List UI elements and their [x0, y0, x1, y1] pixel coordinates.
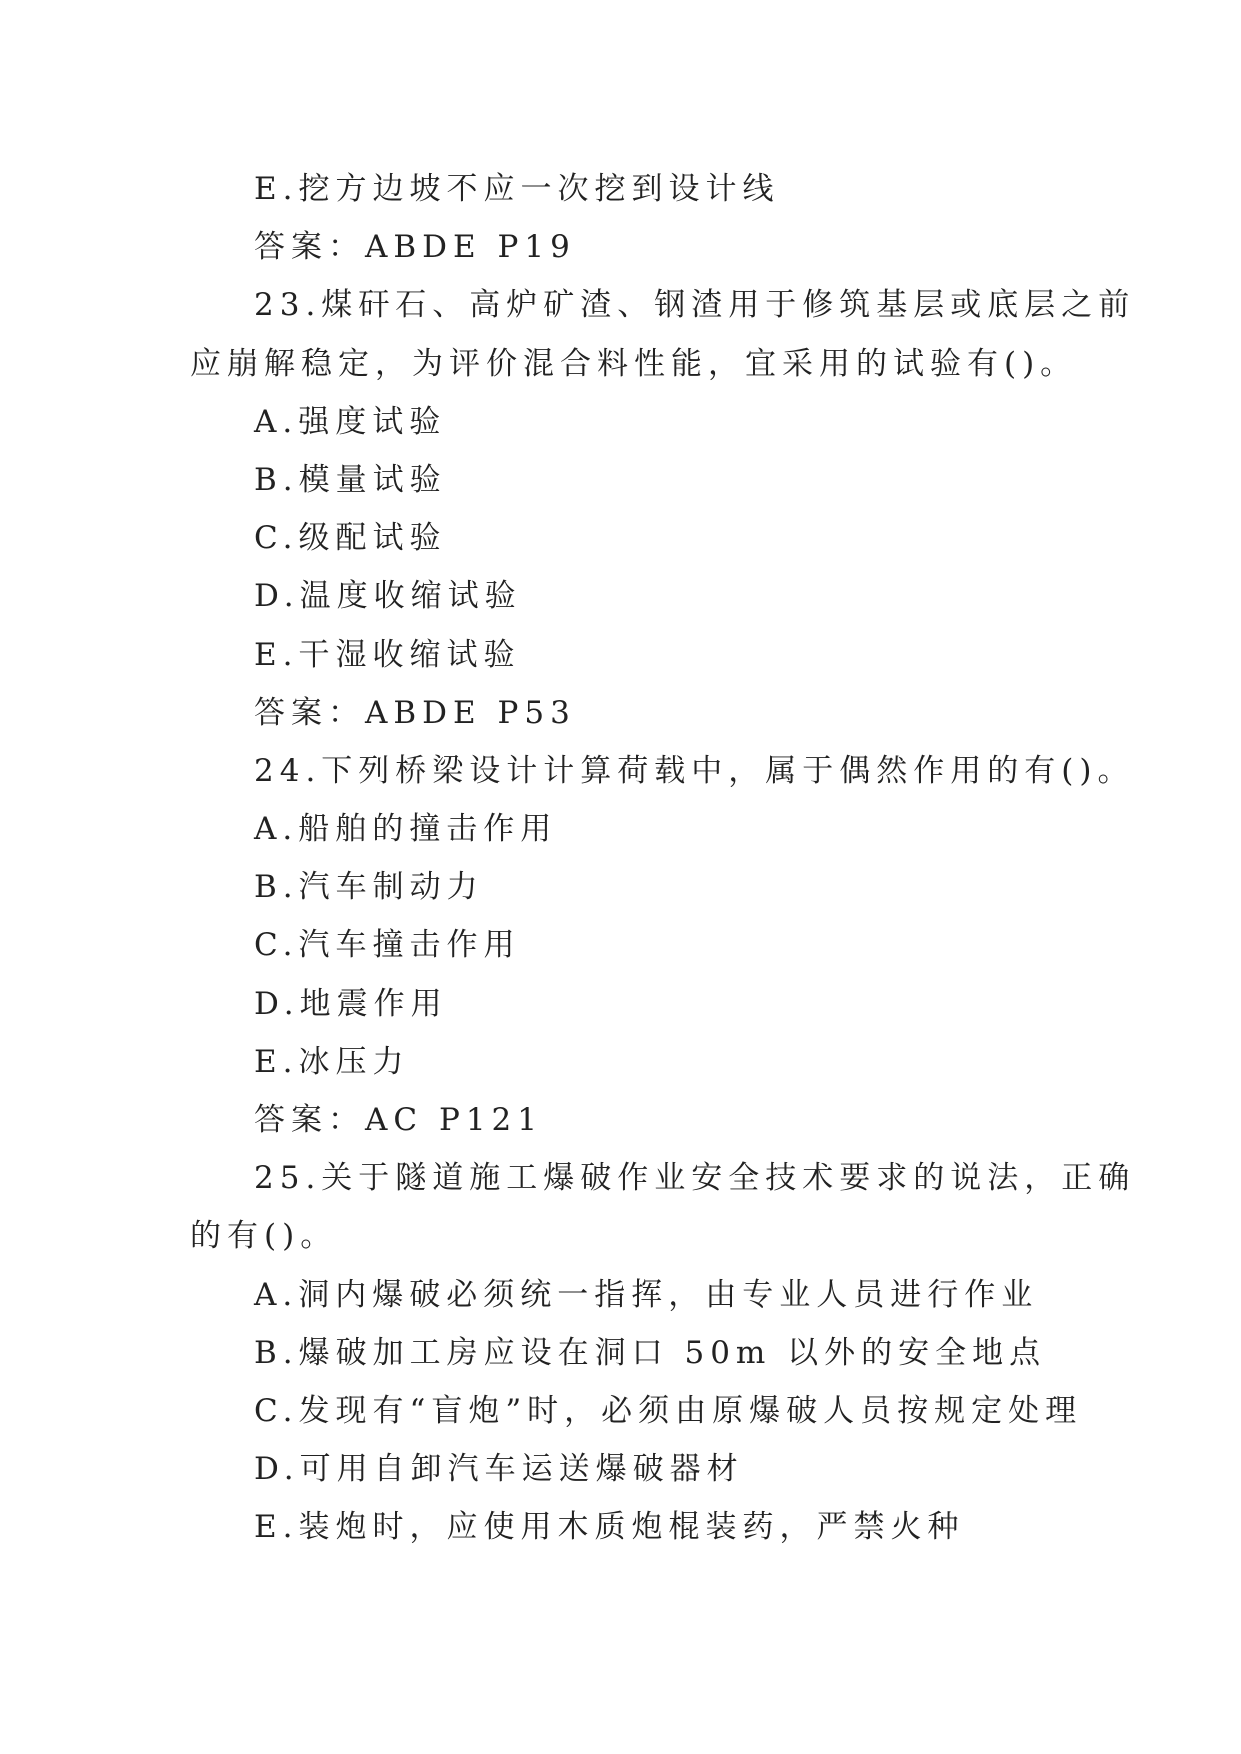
question-25-line-2: 的有()。 [190, 1218, 338, 1255]
answer-key-q22: 答案：ABDE P19 [254, 229, 576, 266]
question-24: 24.下列桥梁设计计算荷载中，属于偶然作用的有()。 [254, 752, 1135, 789]
question-25-line-1: 25.关于隧道施工爆破作业安全技术要求的说法，正确 [254, 1160, 1136, 1197]
q25-option-b: B.爆破加工房应设在洞口 50m 以外的安全地点 [254, 1334, 1047, 1371]
q24-option-e: E.冰压力 [254, 1043, 410, 1080]
q25-option-e: E.装炮时，应使用木质炮棍装药，严禁火种 [254, 1509, 965, 1546]
question-23-line-2: 应崩解稳定，为评价混合料性能，宜采用的试验有()。 [190, 345, 1078, 382]
q24-option-c: C.汽车撞击作用 [254, 927, 521, 964]
answer-key-q24: 答案：AC P121 [254, 1102, 543, 1138]
q24-option-d: D.地震作用 [254, 985, 448, 1022]
q23-option-d: D.温度收缩试验 [254, 578, 522, 615]
answer-key-q23: 答案：ABDE P53 [254, 694, 576, 731]
q25-option-c: C.发现有“盲炮”时，必须由原爆破人员按规定处理 [254, 1392, 1083, 1429]
question-23-line-1: 23.煤矸石、高炉矿渣、钢渣用于修筑基层或底层之前 [254, 287, 1136, 324]
q24-option-a: A.船舶的撞击作用 [254, 811, 558, 848]
q24-option-b: B.汽车制动力 [254, 869, 484, 906]
q23-option-b: B.模量试验 [254, 461, 447, 498]
document-body [190, 160, 1136, 1557]
q23-option-e: E.干湿收缩试验 [254, 636, 521, 673]
q23-option-c: C.级配试验 [254, 520, 447, 557]
q25-option-a: A.洞内爆破必须统一指挥，由专业人员进行作业 [254, 1276, 1039, 1313]
q25-option-d: D.可用自卸汽车运送爆破器材 [254, 1451, 744, 1488]
q23-option-a: A.强度试验 [254, 403, 447, 440]
answer-option-e-q22: E.挖方边坡不应一次挖到设计线 [254, 171, 780, 207]
